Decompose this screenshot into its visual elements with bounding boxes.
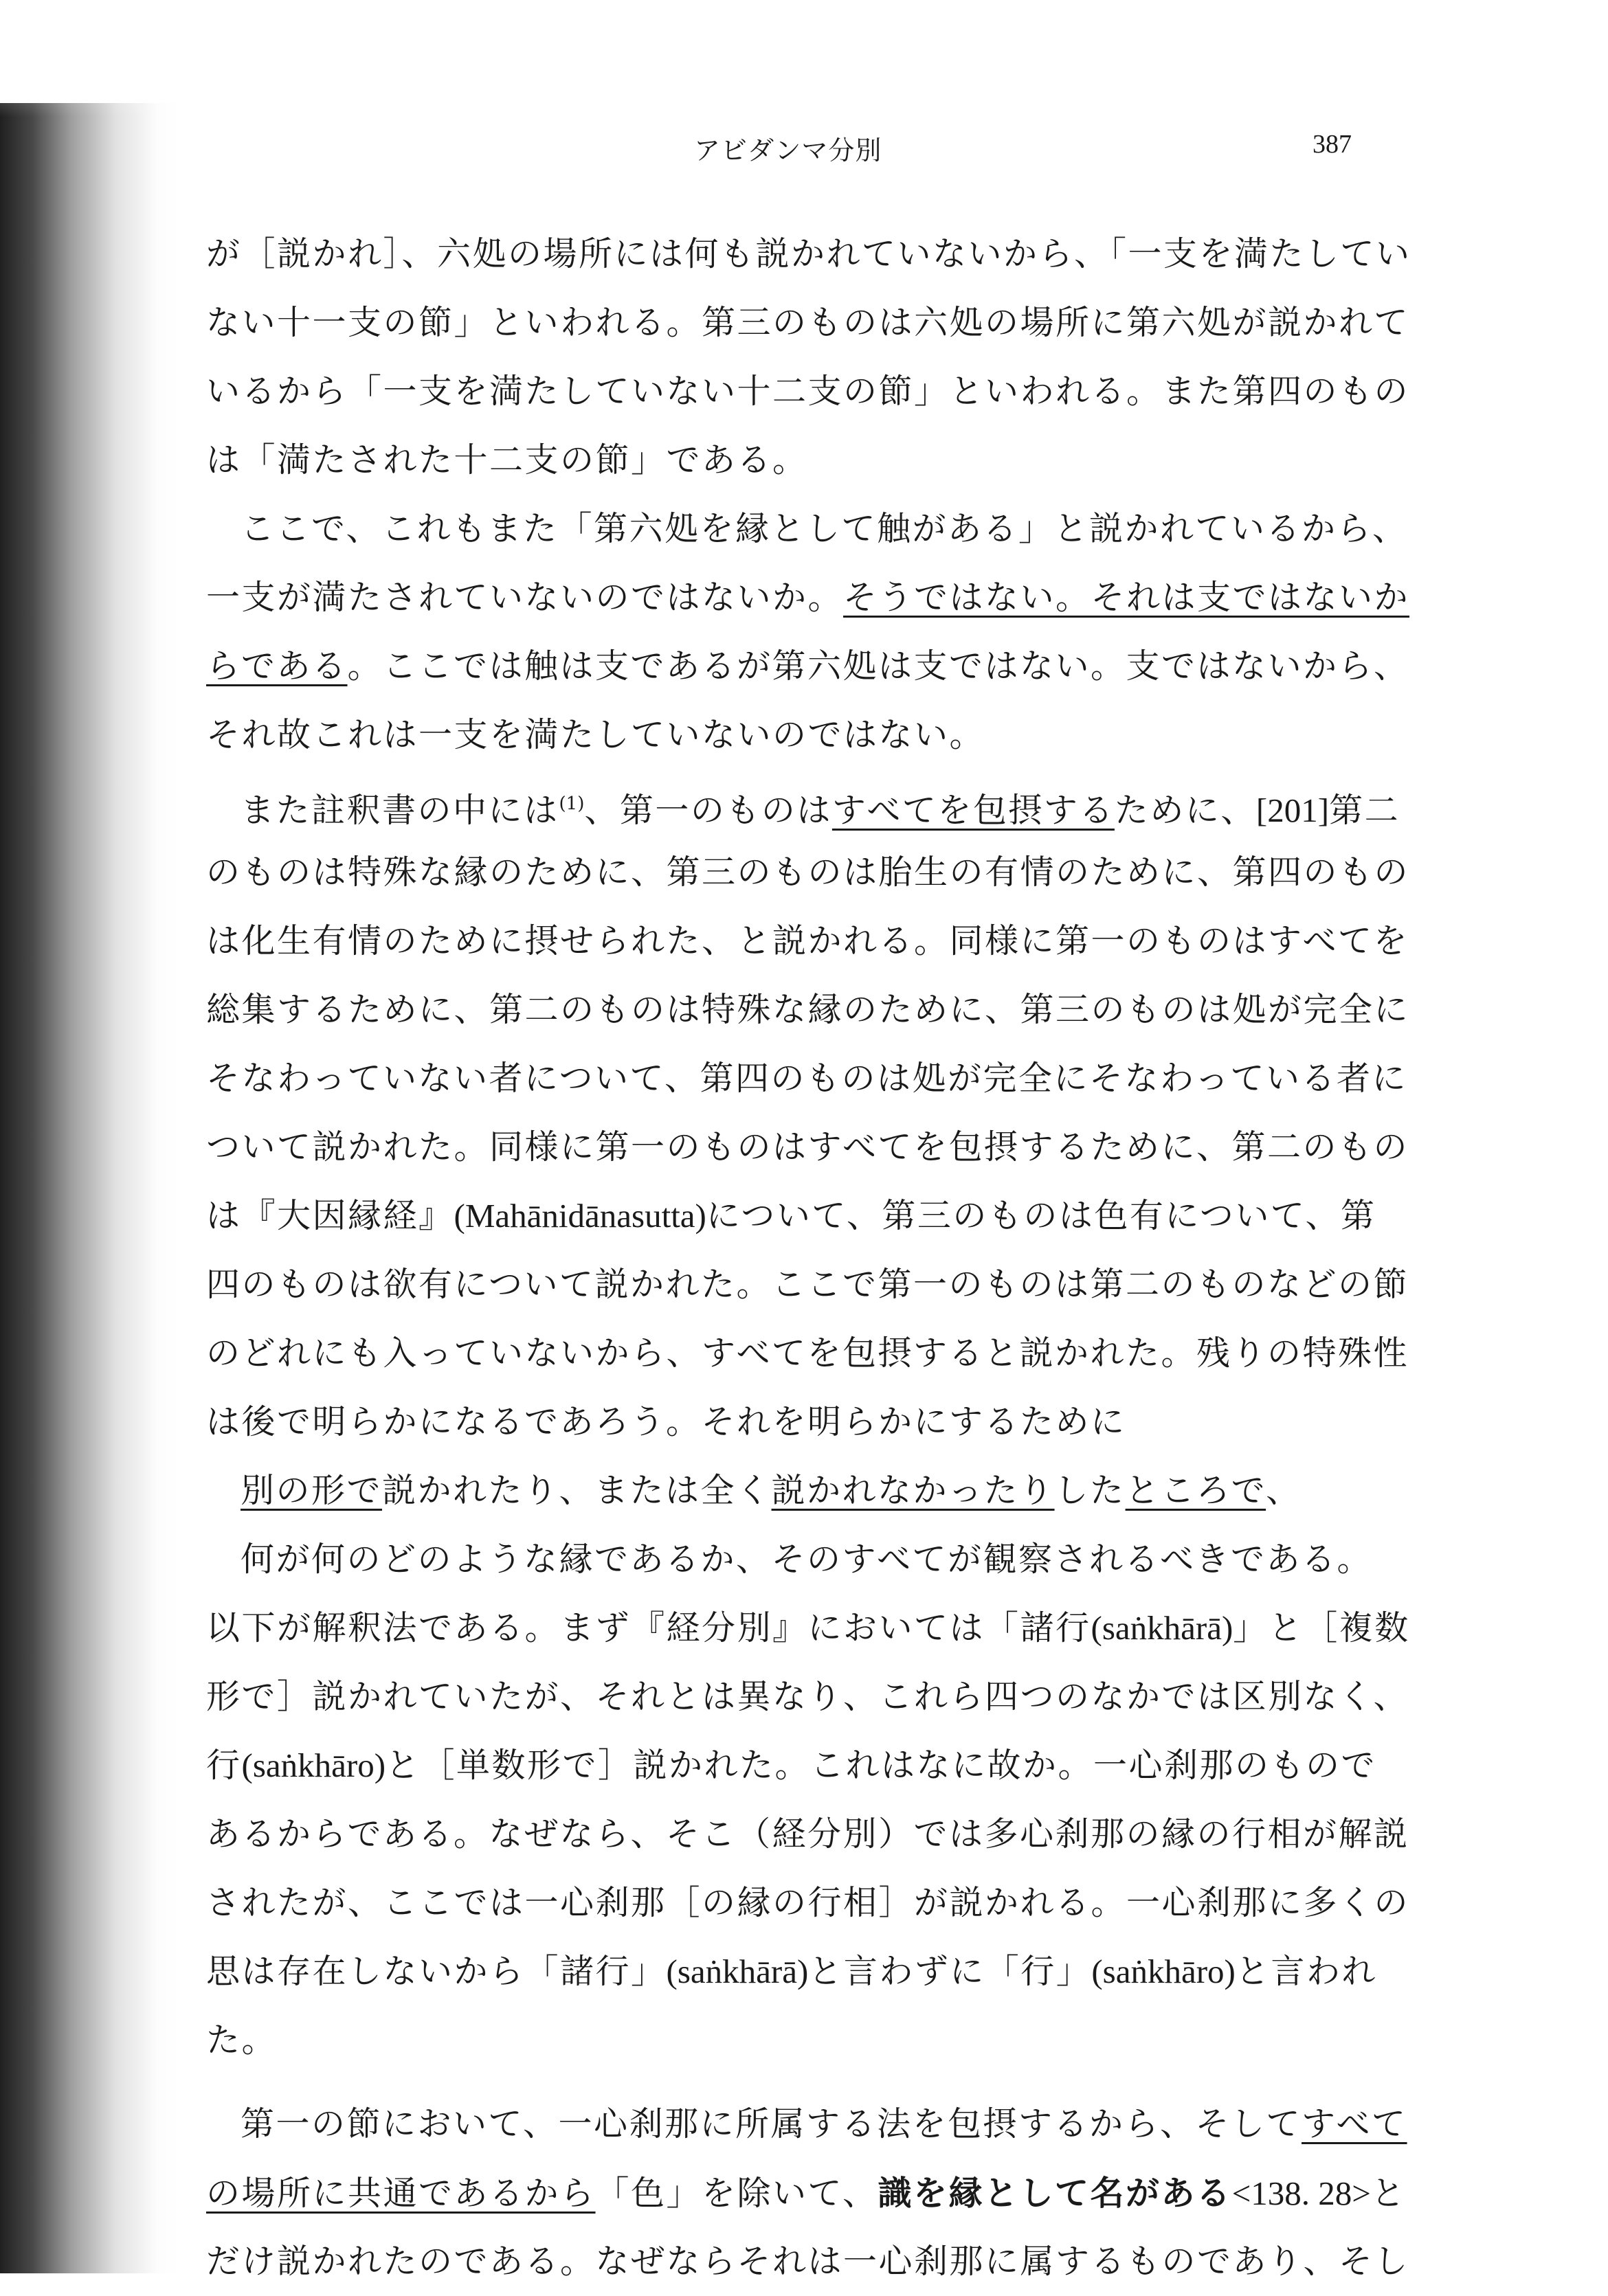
text-line: は化生有情のために摂せられた、と説かれる。同様に第一のものはすべてを xyxy=(206,921,1409,960)
text-span: 」と［複数 xyxy=(1233,1608,1410,1647)
text-line xyxy=(206,632,1409,701)
footnote-marker: (1) xyxy=(559,794,585,814)
pali-term: (saṅkhārā) xyxy=(1091,1609,1233,1647)
underlined-phrase: の場所に共通であるから xyxy=(206,2174,596,2213)
body-text xyxy=(206,220,1411,2296)
text-span: 、第一のものは xyxy=(584,791,832,830)
text-line xyxy=(206,2090,1407,2159)
text-line: そなわっていない者について、第四のものは処が完全にそなわっている者に xyxy=(206,1059,1408,1098)
text-span: 一支が満たされていないのではないか。 xyxy=(206,578,844,617)
text-span: 思は存在しないから「諸行」 xyxy=(206,1952,667,1991)
pali-term: (saṅkhāro) xyxy=(241,1746,386,1784)
underlined-phrase: ところで xyxy=(1125,1471,1266,1510)
text-line: 総集するために、第二のものは特殊な縁のために、第三のものは処が完全に xyxy=(206,990,1410,1029)
text-line: されたが、ここでは一心刹那［の縁の行相］が説かれる。一心刹那に多くの xyxy=(206,1883,1410,1922)
text-line xyxy=(206,2159,1407,2227)
text-span: について、第三のものは色有について、第 xyxy=(706,1196,1376,1235)
page-reference: [201] xyxy=(1255,791,1330,829)
verse-quotation xyxy=(206,1456,1388,1594)
text-line: のどれにも入っていないから、すべてを包摂すると説かれた。残りの特殊性 xyxy=(206,1333,1409,1373)
verse-line: 何が何のどのような縁であるか、そのすべてが観察されるべきである。 xyxy=(241,1540,1373,1579)
text-line: あるからである。なぜなら、そこ（経分別）では多心刹那の縁の行相が解説 xyxy=(206,1814,1409,1854)
pali-term: (saṅkhārā) xyxy=(666,1952,809,1990)
underlined-phrase: すべて xyxy=(1302,2104,1407,2143)
text-span: と［単数形で］説かれた。これはなに故か。一心刹那のもので xyxy=(386,1746,1377,1785)
text-span: と言わずに「行」 xyxy=(808,1952,1092,1991)
text-line xyxy=(206,563,1410,632)
text-span: 、 xyxy=(1266,1471,1302,1510)
book-gutter-shadow xyxy=(0,103,179,2273)
underlined-phrase: そうではない。それは支ではないか xyxy=(843,578,1410,617)
text-line: ついて説かれた。同様に第一のものはすべてを包摂するために、第二のもの xyxy=(206,1127,1409,1167)
text-line: 形で］説かれていたが、それとは異なり、これら四つのなかでは区別なく、 xyxy=(206,1677,1409,1716)
gutter-top-fade xyxy=(0,0,179,117)
pali-term: (saṅkhāro) xyxy=(1091,1952,1236,1990)
text-line: ない十一支の節」といわれる。第三のものは六処の場所に第六処が説かれて xyxy=(206,303,1410,342)
pali-term: (Mahānidānasutta) xyxy=(454,1197,706,1235)
paragraph-4 xyxy=(206,1594,1410,2075)
paragraph-1 xyxy=(206,220,1411,495)
underlined-phrase: 別の形で xyxy=(241,1471,383,1510)
text-span: 第二 xyxy=(1329,791,1400,830)
text-line xyxy=(206,1182,1388,1250)
text-line: が［説かれ］、六処の場所には何も説かれていないから、「一支を満たしてい xyxy=(206,234,1411,273)
text-span: 以下が解釈法である。まず『経分別』においては「諸行 xyxy=(206,1608,1091,1647)
text-line: た。 xyxy=(206,2021,278,2060)
bold-phrase: 識を縁として名がある xyxy=(878,2173,1232,2213)
text-span: 説かれたり、または全く xyxy=(382,1471,772,1510)
text-span: した xyxy=(1054,1471,1126,1510)
text-span: 「色」を除いて、 xyxy=(595,2174,878,2213)
text-line: は「満たされた十二支の節」である。 xyxy=(206,440,808,480)
paragraph-2 xyxy=(206,495,1410,769)
underlined-phrase: すべてを包摂する xyxy=(831,791,1115,830)
verse-line xyxy=(206,1456,1388,1525)
text-span: は『大因縁経』 xyxy=(206,1196,454,1235)
text-line: それ故これは一支を満たしていないのではない。 xyxy=(206,715,985,754)
text-line: は後で明らかになるであろう。それを明らかにするために xyxy=(206,1402,1126,1441)
text-span: 行 xyxy=(206,1746,242,1785)
paragraph-3 xyxy=(206,769,1410,1456)
running-head xyxy=(0,129,1608,170)
text-span: 。ここでは触は支であるが第六処は支ではない。支ではないから、 xyxy=(347,646,1409,686)
page-number: 387 xyxy=(1313,130,1352,159)
text-line xyxy=(206,769,1400,838)
text-span: 第一の節において、一心刹那に所属する法を包摂するから、そして xyxy=(241,2104,1302,2143)
text-span: と xyxy=(1370,2174,1407,2213)
text-line: いるから「一支を満たしていない十二支の節」といわれる。また第四のもの xyxy=(206,372,1410,411)
underlined-phrase: 説かれなかったり xyxy=(771,1471,1055,1510)
text-span: と言われ xyxy=(1235,1952,1377,1991)
text-line xyxy=(206,1937,1388,2006)
text-line xyxy=(206,1731,1388,1800)
underlined-phrase: らである xyxy=(206,646,348,686)
running-title: アビダンマ分別 xyxy=(694,135,882,166)
text-line: だけ説かれたのである。なぜならそれは一心刹那に属するものであり、そし xyxy=(206,2242,1410,2281)
text-line: ここで、これもまた「第六処を縁として触がある」と説かれているから、 xyxy=(241,509,1408,548)
text-reference: <138. 28> xyxy=(1231,2174,1371,2212)
text-line: 四のものは欲有について説かれた。ここで第一のものは第二のものなどの節 xyxy=(206,1265,1409,1304)
text-line: のものは特殊な縁のために、第三のものは胎生の有情のために、第四のもの xyxy=(206,853,1410,892)
text-line xyxy=(206,1594,1410,1663)
paragraph-5 xyxy=(206,2090,1410,2296)
text-span: また註釈書の中には xyxy=(241,791,559,830)
text-span: ために、 xyxy=(1114,791,1256,830)
